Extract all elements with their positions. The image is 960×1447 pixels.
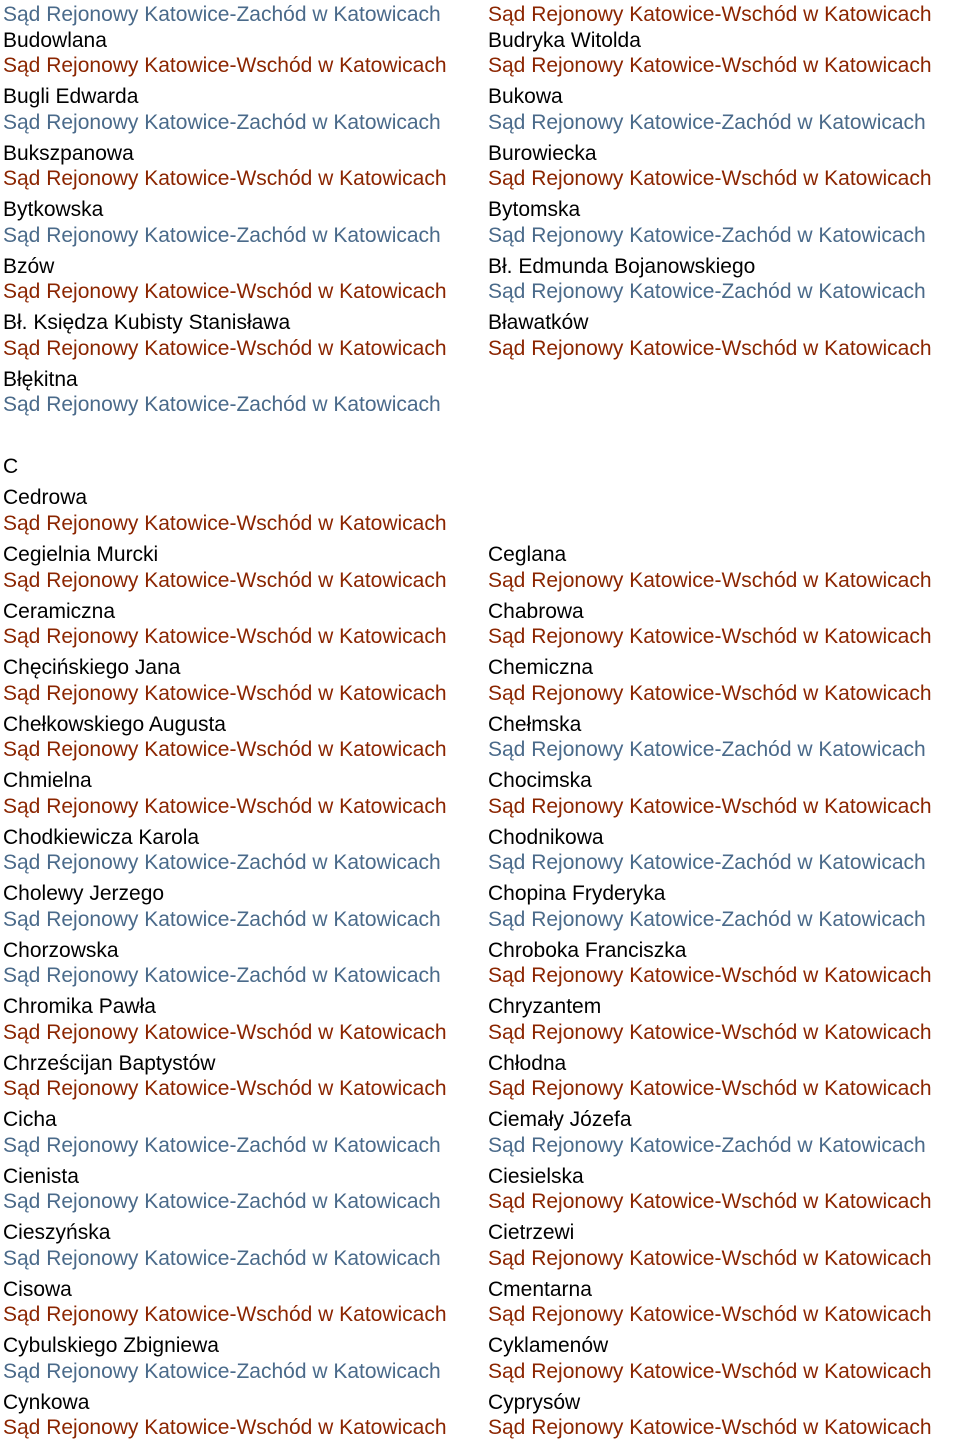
court-name: Sąd Rejonowy Katowice-Wschód w Katowicach xyxy=(488,1020,932,1044)
street-name: Chmielna xyxy=(3,769,92,792)
street-name: Chromika Pawła xyxy=(3,995,156,1018)
street-name: Bugli Edwarda xyxy=(3,85,139,108)
street-entry xyxy=(3,881,447,932)
court-name: Sąd Rejonowy Katowice-Zachód w Katowicach xyxy=(488,110,926,134)
street-name: Chłodna xyxy=(488,1051,567,1075)
street-entry xyxy=(488,1390,932,1441)
c-right-list xyxy=(488,542,932,1441)
street-name: Bł. Księdza Kubisty Stanisława xyxy=(3,311,291,334)
street-entry xyxy=(488,1220,932,1271)
street-name: Burowiecka xyxy=(488,141,597,165)
street-entry xyxy=(488,825,932,876)
court-name: Sąd Rejonowy Katowice-Wschód w Katowicach xyxy=(488,336,932,360)
street-name: Chopina Fryderyka xyxy=(488,882,666,905)
street-entry xyxy=(488,881,932,932)
street-entry xyxy=(488,938,932,989)
court-name: Sąd Rejonowy Katowice-Zachód w Katowicach xyxy=(3,110,441,134)
street-entry xyxy=(3,1333,447,1384)
street-entry xyxy=(3,938,447,989)
street-entry xyxy=(488,1277,932,1328)
street-name: Cholewy Jerzego xyxy=(3,882,165,905)
court-name: Sąd Rejonowy Katowice-Wschód w Katowicach xyxy=(488,1077,932,1100)
street-entry xyxy=(488,84,932,135)
street-name: Cegielnia Murcki xyxy=(3,543,159,566)
court-name: Sąd Rejonowy Katowice-Wschód w Katowicach xyxy=(488,1190,932,1213)
street-name: Chabrowa xyxy=(488,599,584,623)
court-name: Sąd Rejonowy Katowice-Wschód w Katowicach xyxy=(488,3,932,26)
street-entry xyxy=(3,197,447,248)
street-entry xyxy=(3,1277,447,1328)
street-name: Chęcińskiego Jana xyxy=(3,656,181,679)
court-name: Sąd Rejonowy Katowice-Zachód w Katowicach xyxy=(3,393,441,416)
street-name: Cybulskiego Zbigniewa xyxy=(3,1334,219,1357)
street-name: Chełkowskiego Augusta xyxy=(3,712,226,736)
court-name: Sąd Rejonowy Katowice-Wschód w Katowicach xyxy=(3,280,447,303)
street-name: Ciemały Józefa xyxy=(488,1108,632,1131)
street-name: Chodkiewicza Karola xyxy=(3,825,200,849)
court-name: Sąd Rejonowy Katowice-Zachód w Katowicach xyxy=(3,907,441,931)
court-name: Sąd Rejonowy Katowice-Zachód w Katowicach xyxy=(3,3,441,26)
street-entry xyxy=(488,197,932,248)
street-name: Chrześcijan Baptystów xyxy=(3,1051,216,1075)
court-name: Sąd Rejonowy Katowice-Wschód w Katowicach xyxy=(3,625,447,648)
court-name: Sąd Rejonowy Katowice-Wschód w Katowicach xyxy=(3,568,447,592)
street-entry xyxy=(488,28,932,79)
street-name: Chroboka Franciszka xyxy=(488,938,687,962)
street-entry xyxy=(3,254,447,305)
section-c-first-entry xyxy=(3,485,447,536)
street-name: Ceglana xyxy=(488,543,567,566)
section-b-left-column xyxy=(3,2,447,423)
court-name: Sąd Rejonowy Katowice-Wschód w Katowicach xyxy=(3,1416,447,1439)
street-name: Bukszpanowa xyxy=(3,141,134,165)
street-name: Budryka Witolda xyxy=(488,28,641,52)
street-entry xyxy=(3,768,447,819)
street-entry xyxy=(3,310,447,361)
street-name: Chodnikowa xyxy=(488,825,604,849)
court-name: Sąd Rejonowy Katowice-Wschód w Katowicach xyxy=(3,681,447,705)
b-right-list xyxy=(488,28,932,362)
court-name: Sąd Rejonowy Katowice-Zachód w Katowicach xyxy=(488,1133,926,1157)
street-entry xyxy=(488,768,932,819)
court-name: Sąd Rejonowy Katowice-Wschód w Katowicach xyxy=(488,54,932,77)
street-name: Cietrzewi xyxy=(488,1221,575,1244)
street-name: Chocimska xyxy=(488,769,592,792)
court-name: Sąd Rejonowy Katowice-Wschód w Katowicach xyxy=(3,336,447,360)
street-name: Bytomska xyxy=(488,198,581,221)
court-name: Sąd Rejonowy Katowice-Zachód w Katowicach xyxy=(488,851,926,874)
court-name: Sąd Rejonowy Katowice-Zachód w Katowicach xyxy=(3,223,441,247)
street-name: Ceramiczna xyxy=(3,599,116,623)
court-name: Sąd Rejonowy Katowice-Wschód w Katowicach xyxy=(3,794,447,818)
court-name: Sąd Rejonowy Katowice-Zachód w Katowicach xyxy=(488,223,926,247)
court-name: Sąd Rejonowy Katowice-Wschód w Katowicach xyxy=(488,681,932,705)
street-name: Chełmska xyxy=(488,712,582,736)
court-name: Sąd Rejonowy Katowice-Wschód w Katowicach xyxy=(488,1303,932,1326)
street-name: Błękitna xyxy=(3,367,78,391)
court-name: Sąd Rejonowy Katowice-Zachód w Katowicach xyxy=(3,1359,441,1383)
street-name: Cienista xyxy=(3,1164,79,1188)
street-entry xyxy=(3,141,447,192)
street-entry xyxy=(3,655,447,706)
street-name: Budowlana xyxy=(3,28,107,52)
street-name: Bukowa xyxy=(488,85,563,108)
street-entry xyxy=(488,712,932,763)
court-name: Sąd Rejonowy Katowice-Zachód w Katowicach xyxy=(3,1133,441,1157)
street-name: Bytkowska xyxy=(3,198,104,221)
street-name: Chemiczna xyxy=(488,656,594,679)
street-entry xyxy=(488,542,932,593)
street-entry xyxy=(3,1164,447,1215)
street-name: Chryzantem xyxy=(488,995,602,1018)
court-name: Sąd Rejonowy Katowice-Zachód w Katowicach xyxy=(488,738,926,761)
street-name: Bzów xyxy=(3,254,55,278)
street-name: Chorzowska xyxy=(3,938,119,962)
street-entry xyxy=(488,994,932,1045)
court-name: Sąd Rejonowy Katowice-Zachód w Katowicach xyxy=(3,851,441,874)
section-c-right-column xyxy=(488,542,932,1446)
street-entry xyxy=(3,367,447,418)
court-name: Sąd Rejonowy Katowice-Wschód w Katowicach xyxy=(488,167,932,190)
court-name: Sąd Rejonowy Katowice-Wschód w Katowicach xyxy=(3,167,447,190)
street-name: Cyklamenów xyxy=(488,1334,609,1357)
street-entry xyxy=(488,1164,932,1215)
court-name: Sąd Rejonowy Katowice-Wschód w Katowicach xyxy=(3,738,447,761)
court-name: Sąd Rejonowy Katowice-Wschód w Katowicach xyxy=(488,568,932,592)
street-entry xyxy=(3,28,447,79)
street-entry xyxy=(3,712,447,763)
street-name: Bł. Edmunda Bojanowskiego xyxy=(488,254,756,278)
court-name: Sąd Rejonowy Katowice-Zachód w Katowicach xyxy=(3,964,441,987)
court-name: Sąd Rejonowy Katowice-Wschód w Katowicach xyxy=(3,1020,447,1044)
court-name: Sąd Rejonowy Katowice-Zachód w Katowicach xyxy=(3,1246,441,1270)
court-name: Sąd Rejonowy Katowice-Wschód w Katowicach xyxy=(488,625,932,648)
c-left-list xyxy=(3,542,447,1441)
court-name: Sąd Rejonowy Katowice-Wschód w Katowicach xyxy=(3,1303,447,1326)
street-name: Bławatków xyxy=(488,311,589,334)
section-c-left-column xyxy=(3,542,447,1446)
street-name: Cmentarna xyxy=(488,1277,592,1301)
street-entry xyxy=(488,254,932,305)
b-left-list xyxy=(3,28,447,418)
street-entry xyxy=(3,825,447,876)
street-entry xyxy=(488,599,932,650)
street-name: Cieszyńska xyxy=(3,1221,111,1244)
court-name: Sąd Rejonowy Katowice-Wschód w Katowicach xyxy=(488,964,932,987)
street-entry xyxy=(3,1390,447,1441)
court-name: Sąd Rejonowy Katowice-Wschód w Katowicach xyxy=(488,1246,932,1270)
street-entry xyxy=(488,1107,932,1158)
court-name: Sąd Rejonowy Katowice-Zachód w Katowicach xyxy=(3,1190,441,1213)
street-name: Ciesielska xyxy=(488,1164,584,1188)
court-name: Sąd Rejonowy Katowice-Zachód w Katowicach xyxy=(488,907,926,931)
court-name: Sąd Rejonowy Katowice-Zachód w Katowicach xyxy=(488,280,926,303)
street-entry xyxy=(3,599,447,650)
street-entry xyxy=(3,542,447,593)
street-entry xyxy=(3,1051,447,1102)
street-entry xyxy=(488,1051,932,1102)
street-name: Cedrowa xyxy=(3,486,88,509)
court-name: Sąd Rejonowy Katowice-Wschód w Katowicach xyxy=(3,54,447,77)
street-entry xyxy=(488,655,932,706)
court-name: Sąd Rejonowy Katowice-Wschód w Katowicach xyxy=(3,1077,447,1100)
street-name: Cyprysów xyxy=(488,1390,581,1414)
street-name: Cisowa xyxy=(3,1277,72,1301)
street-entry xyxy=(488,141,932,192)
street-entry xyxy=(3,1220,447,1271)
street-name: Cynkowa xyxy=(3,1390,90,1414)
court-name: Sąd Rejonowy Katowice-Wschód w Katowicach xyxy=(3,511,447,535)
court-name: Sąd Rejonowy Katowice-Wschód w Katowicach xyxy=(488,1416,932,1439)
court-name: Sąd Rejonowy Katowice-Wschód w Katowicach xyxy=(488,794,932,818)
street-entry xyxy=(488,310,932,361)
section-letter-c: C xyxy=(3,455,19,478)
street-entry xyxy=(488,1333,932,1384)
court-name: Sąd Rejonowy Katowice-Wschód w Katowicach xyxy=(488,1359,932,1383)
street-name: Cicha xyxy=(3,1108,57,1131)
section-b-right-column xyxy=(488,2,932,367)
street-entry xyxy=(3,994,447,1045)
street-entry xyxy=(3,84,447,135)
street-entry xyxy=(3,1107,447,1158)
